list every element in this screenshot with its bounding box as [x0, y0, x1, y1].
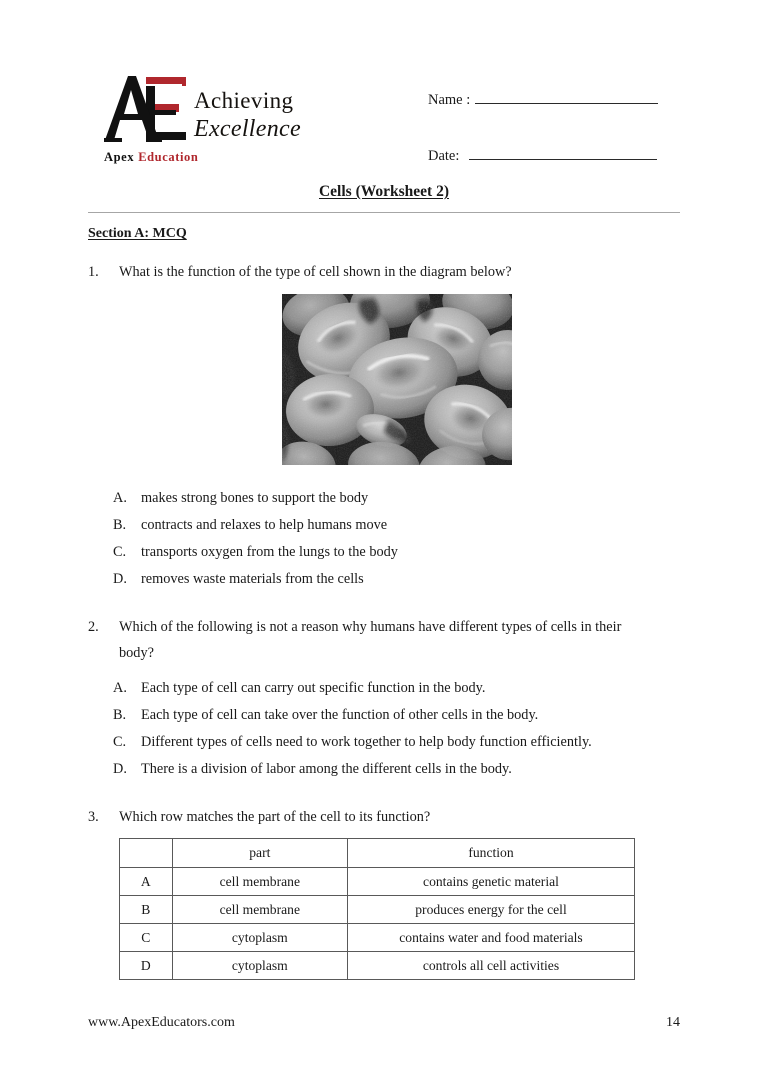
question-2-text-line-1: Which of the following is not a reason why humans have different types of cells in their	[119, 619, 622, 635]
name-label: Name :	[428, 92, 471, 108]
question-1-text-row	[88, 259, 680, 285]
option-1-a-text: makes strong bones to support the body	[141, 490, 369, 506]
option-2-a[interactable]	[113, 675, 673, 702]
question-2-number: 2.	[88, 619, 99, 635]
part-function-table	[119, 838, 635, 980]
red-blood-cells-micrograph	[282, 294, 512, 465]
table-header-row	[120, 839, 635, 868]
question-3-number: 3.	[88, 809, 99, 825]
option-1-b-text: contracts and relaxes to help humans move	[141, 517, 388, 533]
option-2-d-letter: D.	[113, 761, 127, 777]
brand-tagline	[104, 150, 198, 165]
option-2-a-text: Each type of cell can carry out specific function in the body.	[141, 680, 486, 696]
table-row[interactable]	[120, 868, 635, 896]
question-1-text: What is the function of the type of cell shown in the diagram below?	[119, 264, 512, 280]
option-1-c-text: transports oxygen from the lungs to the body	[141, 544, 398, 560]
option-1-b[interactable]	[113, 512, 613, 539]
option-1-a-letter: A.	[113, 490, 127, 506]
date-input[interactable]	[469, 146, 657, 160]
brand-word-achieving: Achieving	[194, 88, 294, 113]
page-header	[88, 72, 680, 182]
table-row-d-letter: D	[120, 952, 173, 980]
brand-word-excellence: Excellence	[194, 116, 301, 142]
footer-website[interactable]: www.ApexEducators.com	[88, 1015, 235, 1030]
table-row-a-part: cell membrane	[172, 868, 347, 896]
question-3-text-row	[88, 804, 680, 830]
table-header-blank	[120, 839, 173, 868]
table-row-d-part: cytoplasm	[172, 952, 347, 980]
question-2-options	[113, 675, 673, 783]
table-row-b-letter: B	[120, 896, 173, 924]
option-1-b-letter: B.	[113, 517, 127, 533]
name-field-row	[428, 90, 680, 112]
table-row-c-part: cytoplasm	[172, 924, 347, 952]
question-2-text-row	[88, 614, 680, 640]
option-2-c[interactable]	[113, 729, 673, 756]
question-2	[88, 614, 680, 666]
option-2-b[interactable]	[113, 702, 673, 729]
brand-wordmark	[194, 88, 344, 143]
question-2-text-line-2: body?	[119, 645, 154, 661]
option-1-d-text: removes waste materials from the cells	[141, 571, 364, 587]
table-row[interactable]	[120, 952, 635, 980]
table-header-part: part	[172, 839, 347, 868]
table-row-d-function: controls all cell activities	[347, 952, 634, 980]
title-divider	[88, 212, 680, 213]
page-title: Cells (Worksheet 2)	[318, 183, 449, 200]
option-1-d[interactable]	[113, 566, 613, 593]
table-row-a-letter: A	[120, 868, 173, 896]
table-row-c-letter: C	[120, 924, 173, 952]
option-2-c-letter: C.	[113, 734, 127, 750]
table-header-function: function	[347, 839, 634, 868]
section-heading: Section A: MCQ	[88, 226, 187, 241]
option-1-d-letter: D.	[113, 571, 127, 587]
option-1-a[interactable]	[113, 485, 613, 512]
question-3	[88, 804, 680, 830]
option-1-c-letter: C.	[113, 544, 127, 560]
date-field-row	[428, 146, 680, 168]
question-1-options	[113, 485, 613, 593]
table-row-c-function: contains water and food materials	[347, 924, 634, 952]
option-2-c-text: Different types of cells need to work together to help body function efficiently.	[141, 734, 592, 750]
brand-logo	[102, 72, 342, 180]
date-label: Date:	[428, 148, 460, 164]
brand-tagline-education: Education	[138, 150, 199, 164]
option-1-c[interactable]	[113, 539, 613, 566]
ae-monogram-icon	[102, 74, 188, 148]
option-2-a-letter: A.	[113, 680, 127, 696]
question-2-text-row-2	[88, 640, 680, 666]
option-2-d[interactable]	[113, 756, 673, 783]
footer-page-number: 14	[666, 1015, 680, 1030]
question-1	[88, 259, 680, 285]
option-2-b-text: Each type of cell can take over the function of other cells in the body.	[141, 707, 539, 723]
table-row[interactable]	[120, 924, 635, 952]
question-3-text: Which row matches the part of the cell to its function?	[119, 809, 431, 825]
table-row-b-function: produces energy for the cell	[347, 896, 634, 924]
option-2-b-letter: B.	[113, 707, 127, 723]
name-input[interactable]	[475, 90, 658, 104]
table-row-a-function: contains genetic material	[347, 868, 634, 896]
option-2-d-text: There is a division of labor among the different cells in the body.	[141, 761, 512, 777]
brand-tagline-apex: Apex	[104, 150, 135, 164]
table-row-b-part: cell membrane	[172, 896, 347, 924]
table-row[interactable]	[120, 896, 635, 924]
question-1-number: 1.	[88, 264, 99, 280]
